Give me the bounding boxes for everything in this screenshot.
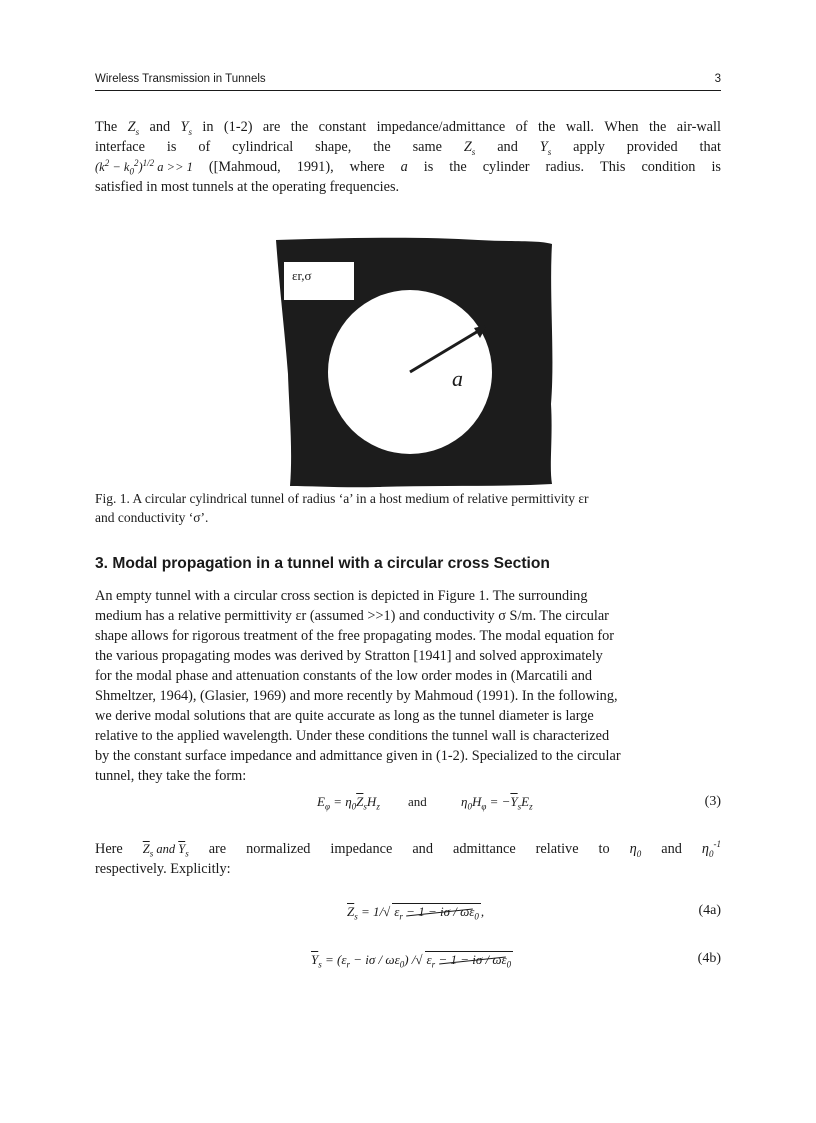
tunnel-figure	[268, 234, 558, 490]
body-line: medium has a relative permittivity εr (assumed >>1) and conductivity σ S/m. The circular	[95, 608, 609, 624]
intro-line-4: satisfied in most tunnels at the operating frequencies.	[95, 179, 400, 195]
normalized-paragraph	[95, 839, 721, 879]
equation-3-number: (3)	[704, 794, 721, 809]
intro-line-1: The $Z_s$ and $Y_s$ in (1-2) are the constant impedance/admittance of the wall. When the air-wall	[95, 119, 721, 137]
body-paragraph	[95, 586, 721, 786]
equation-3-and: and	[408, 794, 427, 809]
body-line: Shmeltzer, 1964), (Glasier, 1969) and more recently by Mahmoud (1991). In the following,	[95, 688, 618, 704]
equation-4a-number: (4a)	[698, 903, 721, 918]
body-line: by the constant surface impedance and admittance given in (1-2). Specialized to the circular	[95, 748, 621, 764]
page-number: 3	[714, 73, 721, 85]
equation-4b-body: $\overline{Y}_s = (\varepsilon_r - i\sigma / \omega\varepsilon_0)$ /√ $\varepsilon_r - 1 - i\sigma / \omega\varepsilon_0$	[311, 952, 512, 970]
section-heading: 3. Modal propagation in a tunnel with a circular cross Section	[95, 555, 550, 572]
body-line: for the modal phase and attenuation constants of the low order modes in (Marcatili and	[95, 668, 593, 684]
medium-label: εr,σ	[292, 268, 312, 283]
body-line: relative to the applied wavelength. Under these conditions the tunnel wall is characterized	[95, 728, 610, 744]
header-rule	[95, 90, 721, 91]
figure-caption: Fig. 1. A circular cylindrical tunnel of radius ‘a’ in a host medium of relative permittivity εr and conductivity ‘σ’.	[95, 491, 589, 525]
normalized-line-1: Here $\overline{Z}_s$ and $\overline{Y}_s$ are normalized impedance and admittance relative to $\eta_0$ and $\eta_0^{-1}$	[95, 839, 721, 859]
intro-line-2: interface is of cylindrical shape, the same $Z_s$ and $Y_s$ apply provided that	[95, 139, 721, 157]
intro-line-3: $(k^2 - k_0^2)^{1/2}$ a >> 1 ([Mahmoud, 1991), where a is the cylinder radius. This condition is	[95, 157, 721, 177]
equation-3	[95, 792, 721, 814]
equation-3-body-2: $\eta_0H_\varphi = -\overline{Y}_sE_z$	[461, 794, 533, 812]
body-line: the various propagating modes was derived by Stratton [1941] and solved approximately	[95, 648, 603, 664]
body-line: shape allows for rigorous treatment of the free propagating modes. The modal equation for	[95, 628, 615, 644]
intro-paragraph	[95, 117, 721, 197]
body-line-last: tunnel, they take the form:	[95, 768, 247, 784]
running-title: Wireless Transmission in Tunnels	[95, 73, 266, 85]
normalized-line-2: respectively. Explicitly:	[95, 861, 231, 877]
equation-3-body: $E_\varphi = \eta_0\overline{Z}_sH_z$	[317, 794, 380, 812]
condition-formula: $(k^2 - k_0^2)^{1/2}$ a >> 1	[95, 157, 193, 177]
body-line: An empty tunnel with a circular cross section is depicted in Figure 1. The surrounding	[95, 588, 588, 604]
body-line: we derive modal solutions that are quite accurate as long as the tunnel diameter is large	[95, 708, 594, 724]
equation-4a	[95, 901, 721, 923]
equation-4b	[95, 949, 721, 971]
radius-label: a	[452, 366, 463, 391]
equation-4a-body: $\overline{Z}_s = 1/√$ $\varepsilon_r - 1 - i\sigma / \omega\varepsilon_0$ ,	[347, 904, 485, 922]
equation-4b-number: (4b)	[697, 951, 721, 966]
